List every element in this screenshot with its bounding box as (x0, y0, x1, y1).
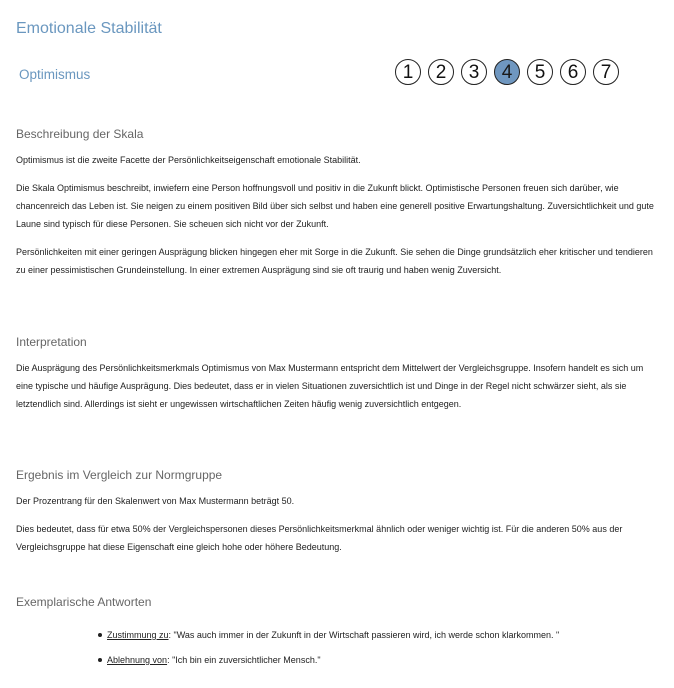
interpretation-heading: Interpretation (16, 335, 87, 349)
answer-quote: : "Ich bin ein zuversichtlicher Mensch." (167, 655, 321, 665)
description-section (16, 127, 656, 289)
answer-quote: : "Was auch immer in der Zukunft in der Wirtschaft passieren wird, ich werde schon klarkommen. " (168, 630, 560, 640)
description-paragraph-1: Optimismus ist die zweite Facette der Persönlichkeitseigenschaft emotionale Stabilität. (16, 155, 361, 165)
interpretation-section (16, 335, 656, 423)
facet-title: Optimismus (19, 67, 91, 82)
list-item (98, 626, 656, 644)
answer-label: Ablehnung von (107, 655, 168, 665)
description-heading: Beschreibung der Skala (16, 127, 144, 141)
rating-scale (395, 59, 619, 85)
norm-heading: Ergebnis im Vergleich zur Normgruppe (16, 468, 223, 482)
norm-paragraph-2: Dies bedeutet, dass für etwa 50% der Vergleichspersonen dieses Persönlichkeitsmerkmal ähnlich oder weniger wichtig ist. Für die anderen 50% aus der Vergleichsgruppe hat diese Eigenschaft eine gleich hohe oder höhere Bedeutung. (16, 524, 623, 552)
description-paragraph-3: Persönlichkeiten mit einer geringen Ausprägung blicken hingegen eher mit Sorge in die Zukunft. Sie sehen die Dinge grundsätzlich eher kritischer und tendieren zu einer pessimistischen Grundeinstellung. In einer extremen Ausprägung sind sie oft traurig und haben wenig Zuversicht. (16, 247, 653, 275)
list-item (98, 651, 656, 669)
description-paragraph-2: Die Skala Optimismus beschreibt, inwiefern eine Person hoffnungsvoll und positiv in die Zukunft blickt. Optimistische Personen freuen sich darüber, wie chancenreich das Leben ist. Sie neigen zu einem positiven Bild über sich selbst und haben eine generell positive Erwartungshaltung. Zuversichtlichkeit und gute Laune sind typisch für diese Personen. Sie scheuen sich nicht vor der Zukunft. (16, 183, 654, 229)
examples-heading: Exemplarische Antworten (16, 595, 152, 609)
examples-list (16, 626, 656, 669)
examples-section (16, 595, 656, 676)
scale-point-5: 5 (527, 59, 553, 85)
scale-point-3: 3 (461, 59, 487, 85)
scale-point-6: 6 (560, 59, 586, 85)
norm-paragraph-1: Der Prozentrang für den Skalenwert von Max Mustermann beträgt 50. (16, 496, 295, 506)
scale-point-1: 1 (395, 59, 421, 85)
interpretation-text: Die Ausprägung des Persönlichkeitsmerkmals Optimismus von Max Mustermann entspricht dem Mittelwert der Vergleichsgruppe. Insofern handelt es sich um eine typische und häufige Ausprägung. Dies bedeutet, dass er in vielen Situationen zuversichtlich ist und Dinge in der Regel nicht schwärzer sieht, als sie letztendlich sind. Allerdings ist sieht er ungewissen wirtschaftlichen Zeiten häufig wenig zuversichtlich entgegen. (16, 363, 644, 409)
norm-section (16, 468, 656, 566)
page-title: Emotionale Stabilität (16, 20, 162, 37)
scale-point-7: 7 (593, 59, 619, 85)
answer-label: Zustimmung zu (107, 630, 169, 640)
scale-point-4-selected: 4 (494, 59, 520, 85)
scale-point-2: 2 (428, 59, 454, 85)
